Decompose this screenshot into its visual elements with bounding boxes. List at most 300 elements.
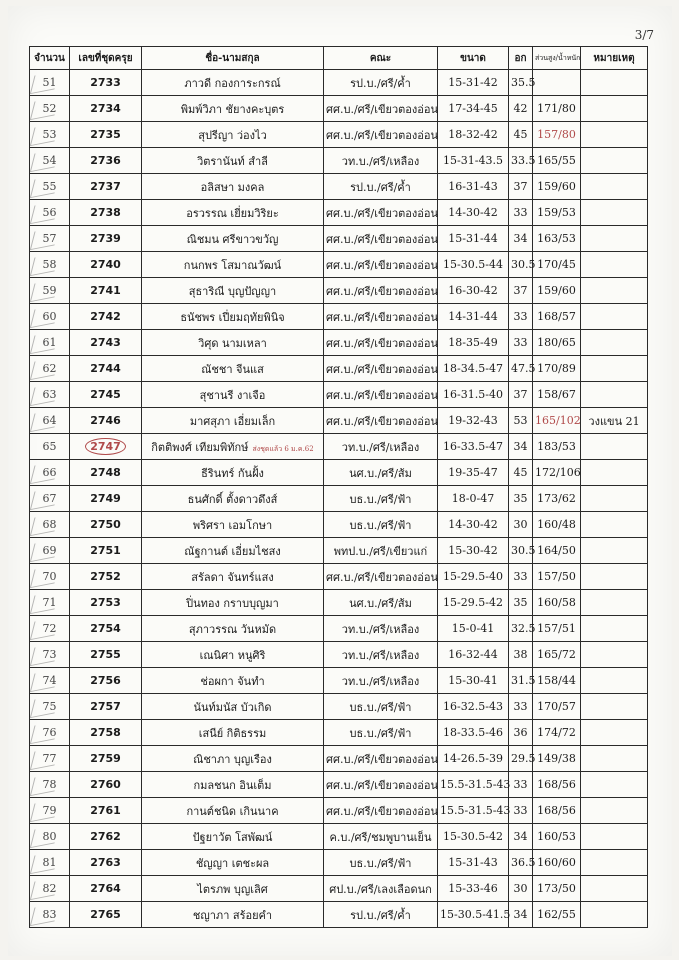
height-weight: 160/53 <box>537 830 576 843</box>
table-row <box>30 798 648 824</box>
row-number: 71 <box>42 596 57 609</box>
chest: 45 <box>513 128 528 141</box>
gown-size: 16-32-44 <box>448 648 498 661</box>
document-sheet <box>8 6 672 956</box>
height-weight-cell <box>533 486 581 512</box>
table-row <box>30 330 648 356</box>
row-number: 73 <box>42 648 57 661</box>
uniform-id-cell <box>70 720 142 746</box>
table-row <box>30 278 648 304</box>
chest-cell <box>509 642 533 668</box>
table-row <box>30 122 648 148</box>
height-weight-cell <box>533 512 581 538</box>
faculty-cell <box>324 902 438 928</box>
uniform-id: 2754 <box>90 622 121 635</box>
uniform-id-cell <box>70 356 142 382</box>
remark-cell <box>581 538 648 564</box>
gown-size-cell <box>438 434 509 460</box>
faculty-cell <box>324 746 438 772</box>
header-uniform-id: เลขที่ชุดครุย <box>70 47 142 70</box>
row-number: 58 <box>42 258 57 271</box>
gown-size: 15-30.5-42 <box>443 830 503 843</box>
height-weight-cell <box>533 746 581 772</box>
height-weight-cell <box>533 434 581 460</box>
faculty-cell <box>324 460 438 486</box>
uniform-id-cell <box>70 642 142 668</box>
uniform-id-cell <box>70 902 142 928</box>
student-name: เณนิศา หนูศิริ <box>199 648 266 662</box>
chest-cell <box>509 200 533 226</box>
row-number: 76 <box>42 726 57 739</box>
faculty-cell <box>324 590 438 616</box>
student-name-cell <box>142 304 324 330</box>
uniform-id: 2751 <box>90 544 121 557</box>
remark-cell <box>581 642 648 668</box>
remark-cell <box>581 304 648 330</box>
chest-cell <box>509 174 533 200</box>
chest: 37 <box>513 180 528 193</box>
row-number: 54 <box>42 154 57 167</box>
row-number: 64 <box>42 414 57 427</box>
faculty-cell <box>324 356 438 382</box>
chest-cell <box>509 382 533 408</box>
height-weight: 168/57 <box>537 310 576 323</box>
gown-size: 16-33.5-47 <box>443 440 503 453</box>
height-weight-cell <box>533 278 581 304</box>
uniform-id: 2733 <box>90 76 121 89</box>
student-name-cell <box>142 694 324 720</box>
chest: 34 <box>513 830 528 843</box>
remark-cell <box>581 252 648 278</box>
remark-cell <box>581 70 648 96</box>
remark-cell <box>581 122 648 148</box>
faculty: ศศ.บ./ศรี/เขียวตองอ่อน <box>326 284 438 298</box>
chest-cell <box>509 538 536 564</box>
faculty: นศ.บ./ศรี/ส้ม <box>349 466 412 480</box>
student-name-cell <box>142 798 324 824</box>
height-weight: 170/57 <box>537 700 576 713</box>
faculty: รป.บ./ศรี/ค้ำ <box>350 180 411 194</box>
table-body <box>30 70 648 928</box>
uniform-id: 2735 <box>90 128 121 141</box>
faculty-cell <box>324 96 438 122</box>
chest: 33 <box>513 570 528 583</box>
gown-size: 16-31.5-40 <box>443 388 503 401</box>
uniform-id-cell <box>70 746 142 772</box>
chest: 34 <box>513 440 528 453</box>
gown-size: 15-29.5-40 <box>443 570 503 583</box>
table-row <box>30 824 648 850</box>
gown-size-cell <box>438 694 509 720</box>
chest-cell <box>509 278 533 304</box>
gown-size-cell <box>438 122 509 148</box>
faculty-cell <box>324 564 438 590</box>
uniform-id: 2745 <box>90 388 121 401</box>
height-weight: 157/50 <box>537 570 576 583</box>
row-number-cell <box>30 122 70 148</box>
gown-size-cell <box>438 70 509 96</box>
row-number-cell <box>30 304 70 330</box>
student-name: นันท์มนัส บัวเกิด <box>193 700 272 714</box>
height-weight: 168/56 <box>537 778 576 791</box>
uniform-id: 2763 <box>90 856 121 869</box>
student-name: ปัฐยาวัต โสพัฒน์ <box>192 830 273 844</box>
gown-size: 19-32-43 <box>448 414 498 427</box>
row-number: 62 <box>42 362 57 375</box>
faculty: วท.บ./ศรี/เหลือง <box>341 440 420 454</box>
chest: 33 <box>513 206 528 219</box>
gown-size-cell <box>438 96 509 122</box>
height-weight-cell <box>533 564 581 590</box>
uniform-id: 2755 <box>90 648 121 661</box>
faculty: วท.บ./ศรี/เหลือง <box>341 674 420 688</box>
chest: 36.5 <box>511 856 536 869</box>
height-weight: 172/106 <box>535 466 581 479</box>
gown-size: 15-0-41 <box>451 622 495 635</box>
chest-cell <box>509 226 533 252</box>
uniform-id: 2739 <box>90 232 121 245</box>
chest-cell <box>509 876 533 902</box>
faculty: ศศ.บ./ศรี/เขียวตองอ่อน <box>326 258 438 272</box>
uniform-id: 2760 <box>90 778 121 791</box>
remark-cell <box>581 408 648 434</box>
height-weight-cell <box>533 148 581 174</box>
uniform-id-cell <box>70 824 142 850</box>
student-name: พิมพ์วิภา ชัยางคะบุตร <box>180 102 285 116</box>
row-number-cell <box>30 850 70 876</box>
faculty: วท.บ./ศรี/เหลือง <box>341 648 420 662</box>
gown-size: 15-31-43 <box>448 856 498 869</box>
row-number-cell <box>30 876 70 902</box>
remark-cell <box>581 564 648 590</box>
uniform-id-cell <box>70 772 142 798</box>
remark-cell <box>581 512 648 538</box>
faculty-cell <box>324 408 438 434</box>
row-number-cell <box>30 278 70 304</box>
height-weight-cell <box>533 226 581 252</box>
faculty: ศศ.บ./ศรี/เขียวตองอ่อน <box>326 362 438 376</box>
student-name: กนกพร โสมาณวัฒน์ <box>183 258 282 272</box>
faculty: ศป.บ./ศรี/เลงเลือดนก <box>329 882 432 896</box>
height-weight: 171/80 <box>537 102 576 115</box>
chest-cell <box>509 96 533 122</box>
uniform-id: 2756 <box>90 674 121 687</box>
row-number: 67 <box>42 492 57 505</box>
faculty: ศศ.บ./ศรี/เขียวตองอ่อน <box>326 570 438 584</box>
chest-cell <box>509 564 533 590</box>
gown-size: 18-35-49 <box>448 336 498 349</box>
height-weight-cell <box>533 330 581 356</box>
faculty-cell <box>324 304 438 330</box>
height-weight: 183/53 <box>537 440 576 453</box>
gown-size: 15-30-41 <box>448 674 498 687</box>
uniform-id-cell <box>70 174 142 200</box>
chest-cell <box>509 252 536 278</box>
chest: 35.5 <box>511 76 536 89</box>
student-name: สุภาวรรณ วันหมัด <box>188 622 277 636</box>
remark-cell <box>581 174 648 200</box>
row-number-cell <box>30 486 70 512</box>
uniform-id-cell <box>70 798 142 824</box>
student-name-cell <box>142 356 324 382</box>
gown-size: 15-29.5-42 <box>443 596 503 609</box>
height-weight: 157/80 <box>537 128 576 141</box>
faculty-cell <box>324 226 438 252</box>
gown-size: 18-33.5-46 <box>443 726 503 739</box>
chest-cell <box>509 434 533 460</box>
table-row <box>30 772 648 798</box>
gown-size-table <box>29 46 648 928</box>
student-name-cell <box>142 772 324 798</box>
faculty-cell <box>324 252 438 278</box>
height-weight-cell <box>533 590 581 616</box>
uniform-id-cell <box>70 278 142 304</box>
student-name: วิตรานันท์ สำลี <box>197 154 268 168</box>
height-weight-cell <box>533 902 581 928</box>
chest: 34 <box>513 908 528 921</box>
table-header-row <box>30 47 648 70</box>
table-row <box>30 616 648 642</box>
student-name-cell <box>142 70 324 96</box>
table-row <box>30 590 648 616</box>
student-name: ณิชมน ศรีขาวขวัญ <box>186 232 279 246</box>
row-number-cell <box>30 694 70 720</box>
faculty-cell <box>324 200 438 226</box>
header-height-weight: ส่วนสูง/น้ำหนัก <box>533 47 581 70</box>
gown-size: 19-35-47 <box>448 466 498 479</box>
faculty: พทป.บ./ศรี/เขียวแก่ <box>333 544 428 558</box>
height-weight: 160/48 <box>537 518 576 531</box>
uniform-id: 2737 <box>90 180 121 193</box>
height-weight-cell <box>533 720 581 746</box>
chest: 30 <box>513 882 528 895</box>
uniform-id-cell <box>70 70 142 96</box>
row-number-cell <box>30 668 70 694</box>
row-number-cell <box>30 382 70 408</box>
height-weight-cell <box>533 616 581 642</box>
height-weight-cell <box>533 642 581 668</box>
table-row <box>30 70 648 96</box>
remark-cell <box>581 772 648 798</box>
uniform-id: 2747 <box>85 438 126 455</box>
gown-size-cell <box>438 824 509 850</box>
height-weight-cell <box>533 772 581 798</box>
chest-cell <box>509 356 536 382</box>
uniform-id-cell <box>70 434 142 460</box>
chest: 32.5 <box>511 622 536 635</box>
gown-size-cell <box>438 668 509 694</box>
row-number-cell <box>30 564 70 590</box>
page-number: 3/7 <box>634 28 654 42</box>
faculty-cell <box>324 330 438 356</box>
student-name-cell <box>142 122 324 148</box>
row-number: 77 <box>42 752 57 765</box>
chest-cell <box>509 746 536 772</box>
row-number-cell <box>30 538 70 564</box>
height-weight: 159/60 <box>537 284 576 297</box>
uniform-id: 2752 <box>90 570 121 583</box>
student-name-cell <box>142 460 324 486</box>
height-weight: 174/72 <box>537 726 576 739</box>
faculty-cell <box>324 694 438 720</box>
uniform-id: 2738 <box>90 206 121 219</box>
chest-cell <box>509 304 533 330</box>
gown-size-cell <box>438 850 509 876</box>
height-weight-cell <box>533 460 581 486</box>
student-name-cell <box>142 200 324 226</box>
chest-cell <box>509 616 536 642</box>
chest-cell <box>509 850 536 876</box>
uniform-id-cell <box>70 876 142 902</box>
row-number-cell <box>30 616 70 642</box>
row-number: 68 <box>42 518 57 531</box>
chest: 30.5 <box>511 544 536 557</box>
uniform-id-cell <box>70 96 142 122</box>
row-number: 80 <box>42 830 57 843</box>
chest-cell <box>509 720 533 746</box>
height-weight: 159/60 <box>537 180 576 193</box>
student-name: พริศรา เอมโกษา <box>192 518 273 532</box>
row-number: 51 <box>42 76 57 89</box>
uniform-id-cell <box>70 148 142 174</box>
gown-size-cell <box>438 330 509 356</box>
row-number: 60 <box>42 310 57 323</box>
faculty: บธ.บ./ศรี/ฟ้า <box>349 726 412 740</box>
student-name-cell <box>142 850 324 876</box>
student-name: ธนัชพร เปี่ยมฤทัยพินิจ <box>180 310 285 324</box>
row-number: 61 <box>42 336 57 349</box>
faculty-cell <box>324 616 438 642</box>
gown-size-cell <box>438 226 509 252</box>
height-weight-cell <box>533 356 581 382</box>
header-remark: หมายเหตุ <box>581 47 648 70</box>
table-row <box>30 876 648 902</box>
row-number-cell <box>30 434 70 460</box>
table-row <box>30 746 648 772</box>
chest: 36 <box>513 726 528 739</box>
chest-cell <box>509 902 533 928</box>
table-row <box>30 850 648 876</box>
table-row <box>30 382 648 408</box>
height-weight-cell <box>533 304 581 330</box>
header-no: จำนวน <box>30 47 70 70</box>
delivery-note: ส่งชุดแล้ว 6 ม.ค.62 <box>252 444 314 453</box>
faculty: ศศ.บ./ศรี/เขียวตองอ่อน <box>326 206 438 220</box>
height-weight-cell <box>533 824 581 850</box>
gown-size-cell <box>438 798 509 824</box>
row-number: 79 <box>42 804 57 817</box>
faculty-cell <box>324 668 438 694</box>
faculty-cell <box>324 798 438 824</box>
student-name: ณัฐกานต์ เอี่ยมไชสง <box>184 544 281 558</box>
row-number-cell <box>30 824 70 850</box>
student-name-cell <box>142 876 324 902</box>
uniform-id-cell <box>70 590 142 616</box>
row-number-cell <box>30 590 70 616</box>
gown-size: 15-30.5-44 <box>443 258 503 271</box>
remark-cell <box>581 278 648 304</box>
chest: 35 <box>513 596 528 609</box>
uniform-id-cell <box>70 330 142 356</box>
student-name: อลิสษา มงคล <box>200 180 265 194</box>
uniform-id-cell <box>70 460 142 486</box>
student-name: ธีรินทร์ กันฝั้ง <box>201 466 264 480</box>
uniform-id-cell <box>70 304 142 330</box>
chest: 30 <box>513 518 528 531</box>
height-weight: 165/55 <box>537 154 576 167</box>
faculty: ศศ.บ./ศรี/เขียวตองอ่อน <box>326 778 438 792</box>
chest-cell <box>509 486 533 512</box>
gown-size-cell <box>438 486 509 512</box>
remark-cell <box>581 824 648 850</box>
gown-size-cell <box>438 590 509 616</box>
gown-size: 15-33-46 <box>448 882 498 895</box>
chest-cell <box>509 512 533 538</box>
student-name-cell <box>142 590 324 616</box>
height-weight: 173/62 <box>537 492 576 505</box>
faculty: บธ.บ./ศรี/ฟ้า <box>349 492 412 506</box>
row-number: 56 <box>42 206 57 219</box>
row-number: 74 <box>42 674 57 687</box>
uniform-id: 2762 <box>90 830 121 843</box>
uniform-id: 2736 <box>90 154 121 167</box>
uniform-id-cell <box>70 512 142 538</box>
row-number-cell <box>30 798 70 824</box>
gown-size-cell <box>438 512 509 538</box>
remark-cell <box>581 96 648 122</box>
uniform-id: 2748 <box>90 466 121 479</box>
row-number-cell <box>30 642 70 668</box>
gown-size: 16-31-43 <box>448 180 498 193</box>
faculty: บธ.บ./ศรี/ฟ้า <box>349 518 412 532</box>
row-number: 63 <box>42 388 57 401</box>
chest-cell <box>509 694 533 720</box>
height-weight: 160/60 <box>537 856 576 869</box>
height-weight: 163/53 <box>537 232 576 245</box>
row-number-cell <box>30 772 70 798</box>
uniform-id: 2759 <box>90 752 121 765</box>
chest-cell <box>509 668 536 694</box>
student-name-cell <box>142 330 324 356</box>
gown-size-cell <box>438 460 509 486</box>
height-weight-cell <box>533 850 581 876</box>
row-number: 83 <box>42 908 57 921</box>
gown-size-cell <box>438 174 509 200</box>
gown-size-cell <box>438 278 509 304</box>
height-weight: 170/89 <box>537 362 576 375</box>
gown-size: 18-34.5-47 <box>443 362 503 375</box>
student-name: กานต์ชนิด เกินนาค <box>186 804 279 818</box>
remark-cell <box>581 330 648 356</box>
uniform-id-cell <box>70 538 142 564</box>
student-name-cell <box>142 564 324 590</box>
uniform-id: 2743 <box>90 336 121 349</box>
chest-cell <box>509 772 533 798</box>
faculty-cell <box>324 512 438 538</box>
faculty-cell <box>324 122 438 148</box>
faculty: ศศ.บ./ศรี/เขียวตองอ่อน <box>326 752 438 766</box>
table-row <box>30 460 648 486</box>
gown-size-cell <box>438 252 509 278</box>
uniform-id-cell <box>70 382 142 408</box>
faculty-cell <box>324 382 438 408</box>
gown-size: 15-30-42 <box>448 544 498 557</box>
chest-cell <box>509 122 533 148</box>
student-name: สรัลดา จันทร์แสง <box>191 570 274 584</box>
chest-cell <box>509 330 533 356</box>
row-number: 78 <box>42 778 57 791</box>
uniform-id-cell <box>70 850 142 876</box>
